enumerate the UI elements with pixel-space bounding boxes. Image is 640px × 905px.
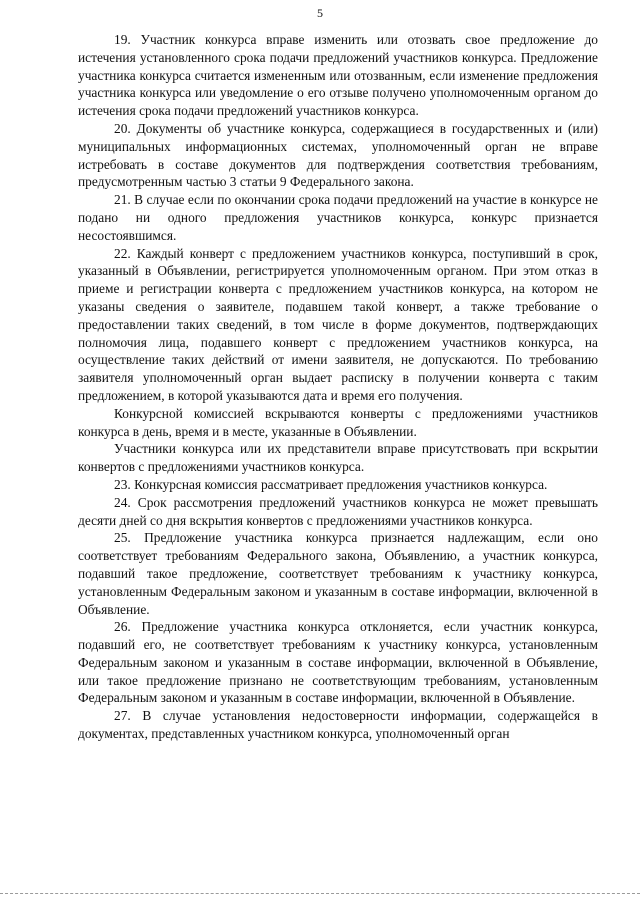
page-number: 5 xyxy=(317,6,323,20)
paragraph-24: 24. Срок рассмотрения предложений участников конкурса не может превышать десяти дней со дня вскрытия конвертов с предложениями участников конкурса. xyxy=(78,494,598,528)
paragraph-23: 23. Конкурсная комиссия рассматривает предложения участников конкурса. xyxy=(114,476,548,492)
paragraph-21: 21. В случае если по окончании срока подачи предложений на участие в конкурсе не подано ни одного предложения участников конкурса, конкурс признается несостоявшимся. xyxy=(78,192,598,243)
scan-edge-line xyxy=(0,893,640,895)
paragraph-27: 27. В случае установления недостоверности информации, содержащейся в документах, представленных участником конкурса, уполномоченный орган xyxy=(78,708,598,742)
paragraph-22: 22. Каждый конверт с предложением участников конкурса, поступивший в срок, указанный в Объявлении, регистрируется уполномоченным органом. При этом отказ в приеме и регистрации конверта с предложением участников конкурса, на котором не указаны сведения о заявителе, подавшем такой конверт, а также требование о предоставлении таких сведений, в том числе в форме документов, подтверждающих полномочия лица, подавшего конверт с предложением участников конкурса, на осуществление таких действий от имени заявителя, не допускаются. По требованию заявителя уполномоченный орган выдает расписку в получении конверта с таким предложением, в которой указываются дата и время его получения. xyxy=(78,245,598,403)
paragraph-19: 19. Участник конкурса вправе изменить или отозвать свое предложение до истечения установленного срока подачи предложений участников конкурса. Предложение участника конкурса считается измененным или отозванным, если изменение предложения участника конкурса или уведомление о его отзыве получено уполномоченным органом до истечения срока подачи предложений участников конкурса. xyxy=(78,32,598,119)
paragraph-22-envelope-opening: Конкурсной комиссией вскрываются конверты с предложениями участников конкурса в день, время и в месте, указанные в Объявлении. xyxy=(78,405,598,439)
paragraph-26: 26. Предложение участника конкурса отклоняется, если участник конкурса, подавший его, не соответствует требованиям к участнику конкурса, установленным Федеральным законом и указанным в составе информации, включенной в Объявление, или такое предложение признано не соответствующим требованиям, установленным Федеральным законом и указанным в составе информации, включенной в Объявление. xyxy=(78,619,598,706)
document-body xyxy=(78,31,598,743)
paragraph-20: 20. Документы об участнике конкурса, содержащиеся в государственных и (или) муниципальных информационных системах, уполномоченный орган не вправе истребовать в составе документов для подтверждения соответствия требованиям, предусмотренным частью 3 статьи 9 Федерального закона. xyxy=(78,120,598,190)
paragraph-22-attendance: Участники конкурса или их представители вправе присутствовать при вскрытии конвертов с предложениями участников конкурса. xyxy=(78,441,598,475)
paragraph-25: 25. Предложение участника конкурса признается надлежащим, если оно соответствует требованиям Федерального закона, Объявлению, а участник конкурса, подавший такое предложение, соответствует требованиям к участнику конкурса, установленным Федеральным законом и указанным в составе информации, включенной в Объявление. xyxy=(78,530,598,617)
